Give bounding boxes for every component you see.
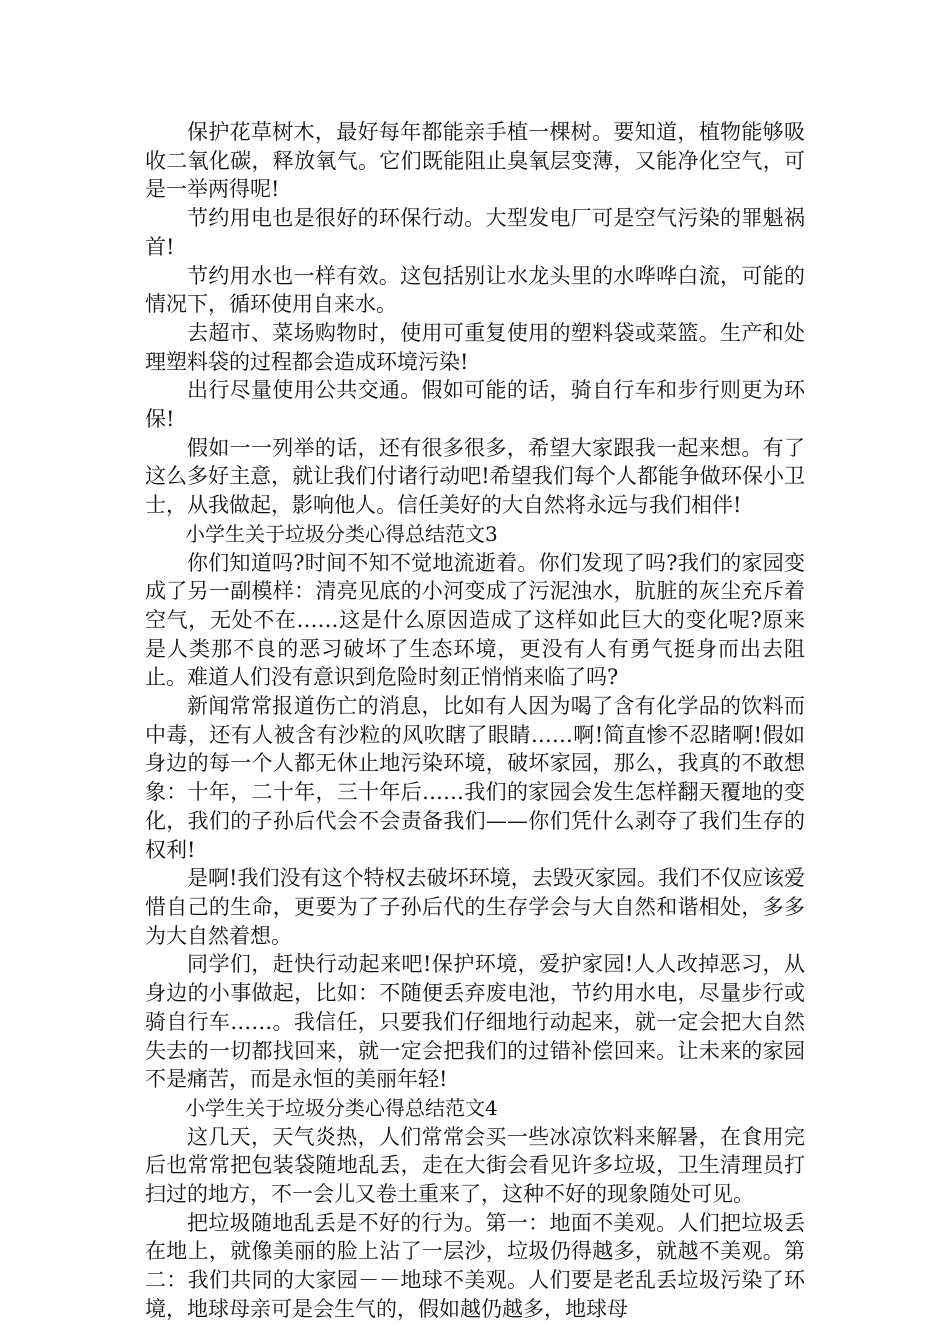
paragraph-reusable-bags: 去超市、菜场购物时，使用可重复使用的塑料袋或菜篮。生产和处理塑料袋的过程都会造成环境污染!	[145, 320, 805, 374]
section-heading-3: 小学生关于垃圾分类心得总结范文3	[185, 521, 498, 546]
paragraph-plant-trees: 保护花草树木，最好每年都能亲手植一棵树。要知道，植物能够吸收二氧化碳，释放氧气。它们既能阻止臭氧层变薄，又能净化空气，可是一举两得呢!	[145, 120, 805, 202]
paragraph-save-water: 节约用水也一样有效。这包括别让水龙头里的水哗哗白流，可能的情况下，循环使用自来水。	[145, 263, 805, 317]
paragraph-public-transport: 出行尽量使用公共交通。假如可能的话，骑自行车和步行则更为环保!	[145, 378, 805, 432]
paragraph-call-to-action: 假如一一列举的话，还有很多很多，希望大家跟我一起来想。有了这么多好主意，就让我们付诸行动吧!希望我们每个人都能争做环保小卫士，从我做起，影响他人。信任美好的大自然将永远与我们相伴!	[145, 435, 805, 518]
section-heading-4: 小学生关于垃圾分类心得总结范文4	[185, 1095, 498, 1120]
paragraph-save-electricity: 节约用电也是很好的环保行动。大型发电厂可是空气污染的罪魁祸首!	[145, 206, 805, 259]
paragraph-classmates-act: 同学们，赶快行动起来吧!保护环境，爱护家园!人人改掉恶习，从身边的小事做起，比如：不随便丢弃废电池，节约用水电，尽量步行或骑自行车……。我信任，只要我们仔细地行动起来，就一定会把大自然失去的一切都找回来，就一定会把我们的过错补偿回来。让未来的家园不是痛苦，而是永恒的美丽年轻!	[145, 952, 805, 1092]
paragraph-changed-homeland: 你们知道吗?时间不知不觉地流逝着。你们发现了吗?我们的家园变成了另一副模样：清亮见底的小河变成了污泥浊水，肮脏的灰尘充斥着空气，无处不在……这是什么原因造成了这样如此巨大的变化呢?原来是人类那不良的恶习破坏了生态环境，更没有人有勇气挺身而出去阻止。难道人们没有意识到危险时刻正悄悄来临了吗?	[145, 550, 805, 690]
paragraph-hot-days: 这几天，天气炎热，人们常常会买一些冰凉饮料来解暑，在食用完后也常常把包装袋随地乱丢，走在大街会看见许多垃圾，卫生清理员打扫过的地方，不一会儿又卷土重来了，这种不好的现象随处可见。	[145, 1124, 805, 1207]
paragraph-no-privilege: 是啊!我们没有这个特权去破坏环境，去毁灭家园。我们不仅应该爱惜自己的生命，更要为了子孙后代的生存学会与大自然和谐相处，多多为大自然着想。	[145, 866, 805, 948]
paragraph-news-reports: 新闻常常报道伤亡的消息，比如有人因为喝了含有化学品的饮料而中毒，还有人被含有沙粒的风吹瞎了眼睛……啊!简直惨不忍睹啊!假如身边的每一个人都无休止地污染环境，破坏家园，那么，我真的不敢想象：十年，二十年，三十年后……我们的家园会发生怎样翻天覆地的变化，我们的子孙后代会不会责备我们——你们凭什么剥夺了我们生存的权利!	[145, 694, 805, 862]
paragraph-littering-bad: 把垃圾随地乱丢是不好的行为。第一：地面不美观。人们把垃圾丢在地上，就像美丽的脸上沾了一层沙，垃圾仍得越多，就越不美观。第二：我们共同的大家园－－地球不美观。人们要是老乱丢垃圾污染了环境，地球母亲可是会生气的，假如越仍越多，地球母	[145, 1210, 805, 1321]
document-page	[145, 118, 805, 1324]
